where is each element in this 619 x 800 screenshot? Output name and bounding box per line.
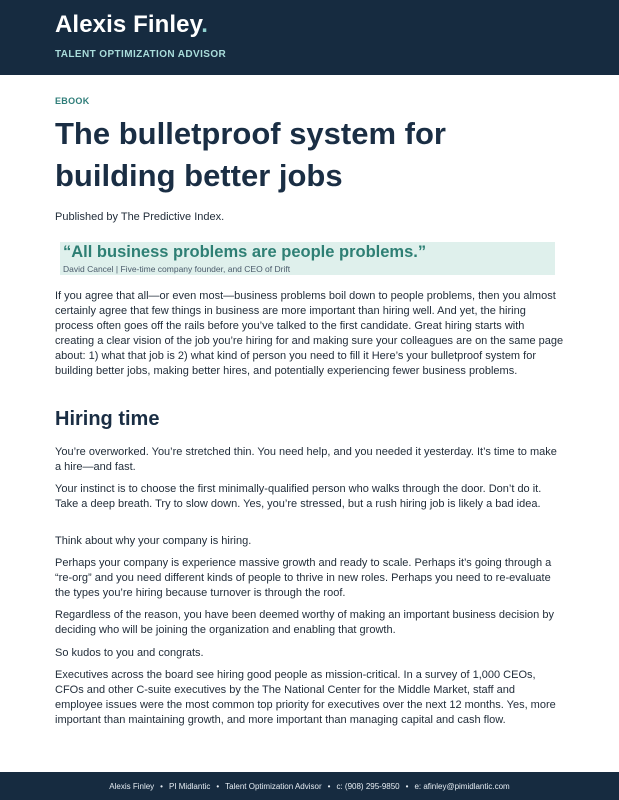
published-by: Published by The Predictive Index. bbox=[55, 211, 225, 223]
body-paragraph: So kudos to you and congrats. bbox=[55, 647, 204, 659]
advisor-name-dot: . bbox=[201, 11, 209, 38]
body-paragraph: Your instinct is to choose the first minimally-qualified person who walks through the door. Don’t do it. Take a deep breath. Try to slow down. Yes, you’re stressed, but a rush hiring job is likely a bad idea. bbox=[55, 483, 542, 510]
body-paragraph: You’re overworked. You’re stretched thin. You need help, and you needed it yesterday. It’s time to make a hire—and fast. bbox=[55, 446, 557, 473]
document-title: The bulletproof system for building better jobs bbox=[55, 116, 446, 193]
body-paragraph: Perhaps your company is experience massive growth and ready to scale. Perhaps it’s going through a “re-org” and you need different kinds of people to thrive in new roles. Perhaps you need to re-evaluate the types you’re hiring because turnover is through the roof. bbox=[55, 557, 552, 599]
footer-email[interactable]: e: afinley@pimidlantic.com bbox=[414, 781, 510, 791]
page-header bbox=[0, 0, 619, 75]
intro-paragraph: If you agree that all—or even most—business problems boil down to people problems, then you almost certainly agree that few things in business are more important than hiring well. And yet, the hiring process often goes off the rails before you’ve talked to the first candidate. Great hiring starts with creating a clear vision of the job you’re hiring for and making sure your colleagues are on the same page about: 1) what that job is 2) what kind of person you need to fill it Here’s your bulletproof system for building better jobs, making better hires, and potentially experiencing fewer business problems. bbox=[55, 290, 564, 377]
footer-separator: • bbox=[327, 781, 331, 791]
footer-name: Alexis Finley bbox=[109, 781, 155, 791]
footer-separator: • bbox=[405, 781, 409, 791]
body-paragraph: Regardless of the reason, you have been deemed worthy of making an important business decision by deciding who will be joining the organization and enabling that growth. bbox=[55, 609, 554, 636]
advisor-name bbox=[55, 11, 208, 39]
pull-quote-attribution: David Cancel | Five-time company founder, and CEO of Drift bbox=[63, 264, 291, 274]
footer-company: PI Midlantic bbox=[168, 781, 211, 791]
advisor-role: TALENT OPTIMIZATION ADVISOR bbox=[55, 49, 227, 60]
pull-quote bbox=[60, 242, 555, 275]
footer-phone[interactable]: c: (908) 295-9850 bbox=[336, 781, 400, 791]
advisor-name-text: Alexis Finley bbox=[55, 11, 202, 38]
footer-separator: • bbox=[160, 781, 163, 791]
pull-quote-text: “All business problems are people problems.” bbox=[63, 243, 427, 261]
section-heading: Hiring time bbox=[55, 408, 160, 430]
footer-role: Talent Optimization Advisor bbox=[225, 781, 322, 791]
page-footer bbox=[0, 772, 619, 800]
body-paragraph: Executives across the board see hiring good people as mission-critical. In a survey of 1,000 CEOs, CFOs and other C-suite executives by the The National Center for the Middle Market, staff and employee issues were the most common top priority for executives over the next 12 months. Yes, more important than maintaining growth, and more important than managing capital and cash flow. bbox=[55, 669, 556, 726]
document-kicker: EBOOK bbox=[55, 96, 90, 106]
body-paragraph: Think about why your company is hiring. bbox=[55, 535, 252, 547]
footer-separator: • bbox=[216, 781, 220, 791]
